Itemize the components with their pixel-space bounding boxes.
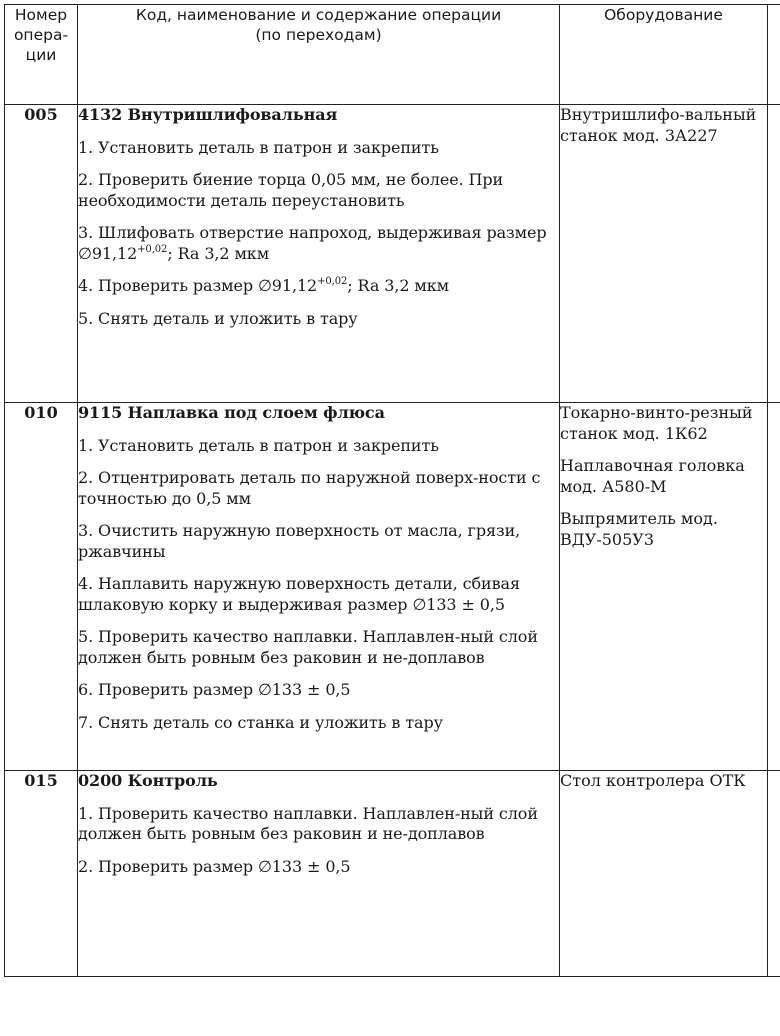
operation-number: 015	[5, 771, 78, 977]
operation-step: 1. Проверить качество наплавки. Наплавлен-ный слой должен быть ровным без раковин и не-доплавов	[78, 803, 538, 843]
extra-cell	[768, 403, 780, 771]
operation-step: 5. Снять деталь и уложить в тару	[78, 308, 358, 328]
operation-equipment	[560, 771, 768, 977]
operation-step: 7. Снять деталь со станка и уложить в тару	[78, 712, 443, 732]
extra-cell	[768, 105, 780, 403]
header-description	[78, 5, 560, 105]
operation-equipment	[560, 105, 768, 403]
operation-step: 5. Проверить качество наплавки. Наплавлен-ный слой должен быть ровным без раковин и не-доплавов	[78, 627, 538, 667]
step-text: 3. Шлифовать отверстие напроход, выдерживая размер ∅91,12	[78, 223, 547, 263]
header-row	[5, 5, 780, 105]
operation-step	[78, 223, 559, 264]
extra-cell	[768, 771, 780, 977]
header-equipment	[560, 5, 768, 105]
operation-description	[78, 771, 560, 977]
step-text: ; Ra 3,2 мкм	[167, 243, 270, 263]
header-number-line: Номер	[14, 6, 68, 24]
operation-row-010	[5, 403, 780, 771]
header-equipment-label: Оборудование	[604, 6, 723, 24]
header-number	[5, 5, 78, 105]
operation-step: 1. Установить деталь в патрон и закрепить	[78, 435, 439, 455]
operation-step: 4. Наплавить наружную поверхность детали, сбивая шлаковую корку и выдерживая размер ∅133 ± 0,5	[78, 574, 520, 614]
operation-number: 005	[5, 105, 78, 403]
operations-table	[4, 4, 780, 977]
step-text: ; Ra 3,2 мкм	[347, 276, 450, 295]
operation-title: 0200 Контроль	[78, 771, 218, 790]
equipment-item: Внутришлифо-вальный станок мод. 3А227	[560, 105, 757, 145]
operation-step: 2. Проверить биение торца 0,05 мм, не более. При необходимости деталь переустановить	[78, 170, 504, 210]
operation-row-015	[5, 771, 780, 977]
header-extra	[768, 5, 780, 105]
tolerance-superscript: +0,02	[317, 276, 348, 287]
header-number-line: ции	[25, 46, 57, 64]
operation-number: 010	[5, 403, 78, 771]
operation-title: 4132 Внутришлифовальная	[78, 105, 338, 124]
operation-description	[78, 105, 560, 403]
operation-row-005	[5, 105, 780, 403]
operation-title: 9115 Наплавка под слоем флюса	[78, 403, 385, 422]
tolerance-superscript: +0,02	[137, 243, 168, 255]
header-description-line: Код, наименование и содержание операции	[135, 6, 502, 24]
header-number-line: опера-	[13, 26, 69, 44]
operation-step	[78, 276, 559, 297]
equipment-item: Стол контролера ОТК	[560, 771, 746, 790]
operation-step: 2. Отцентрировать деталь по наружной поверх-ности с точностью до 0,5 мм	[78, 468, 541, 508]
operation-step: 3. Очистить наружную поверхность от масла, грязи, ржавчины	[78, 521, 521, 561]
step-text: 4. Проверить размер ∅91,12	[78, 276, 318, 295]
operation-step: 2. Проверить размер ∅133 ± 0,5	[78, 856, 351, 876]
equipment-item: Наплавочная головка мод. А580-М	[560, 456, 745, 496]
header-description-line: (по переходам)	[255, 26, 382, 44]
equipment-item: Выпрямитель мод. ВДУ-505У3	[560, 509, 718, 549]
equipment-item: Токарно-винто-резный станок мод. 1К62	[560, 403, 753, 443]
operation-description	[78, 403, 560, 771]
operation-step: 1. Установить деталь в патрон и закрепить	[78, 137, 439, 157]
operation-equipment	[560, 403, 768, 771]
operation-step: 6. Проверить размер ∅133 ± 0,5	[78, 680, 351, 699]
